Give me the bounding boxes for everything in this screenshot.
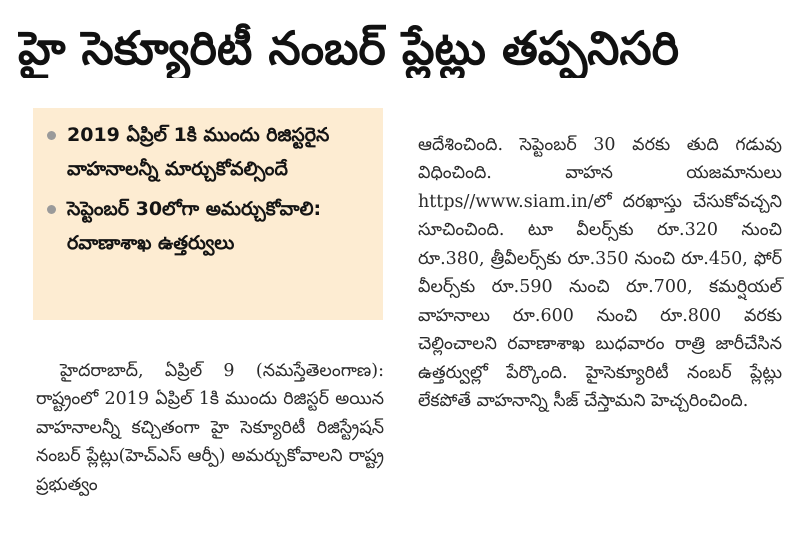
headline: హై సెక్యూరిటీ నంబర్ ప్లేట్లు తప్పనిసరి bbox=[18, 21, 680, 75]
bullet-icon bbox=[47, 205, 56, 214]
highlight-text: సెప్టెంబర్ 30లోగా అమర్చుకోవాలి: రవాణాశాఖ ఉత్తర్వులు bbox=[67, 198, 322, 254]
highlight-text: 2019 ఏప్రిల్ 1కి ముందు రిజిస్టరైన వాహనాలన్నీ మార్చుకోవల్సిందే bbox=[67, 124, 330, 180]
highlight-item bbox=[47, 192, 375, 260]
highlights-box bbox=[33, 108, 383, 320]
bullet-icon bbox=[47, 131, 56, 140]
article-body-right: ఆదేశించింది. సెప్టెంబర్ 30 వరకు తుది గడువు విధించింది. వాహన యజమానులు https//www.siam.in/లో దరఖాస్తు చేసుకోవచ్చని సూచించింది. టూ వీలర్స్‌కు రూ.320 నుంచి రూ.380, త్రీవీలర్స్‌కు రూ.350 నుంచి రూ.450, ఫోర్ వీలర్స్‌కు రూ.590 నుంచి రూ.700, కమర్షియల్ వాహనాలు రూ.600 నుంచి రూ.800 వరకు చెల్లించాలని రవాణాశాఖ బుధవారం రాత్రి జారీచేసిన ఉత్తర్వుల్లో పేర్కొంది. హైసెక్యూరిటీ నంబర్ ప్లేట్లు లేకపోతే వాహనాన్ని సీజ్ చేస్తామని హెచ్చరించింది. bbox=[418, 134, 782, 411]
highlight-item bbox=[47, 118, 375, 186]
article-body-left: హైదరాబాద్, ఏప్రిల్ 9 (నమస్తేతెలంగాణ): రాష్ట్రంలో 2019 ఏప్రిల్ 1కి ముందు రిజిస్టర్ అయిన వాహనాలన్నీ కచ్చితంగా హై సెక్యూరిటీ రిజిస్ట్రేషన్ నంబర్ ప్లేట్లు(హెచ్ఎస్ ఆర్పీ) అమర్చుకోవాలని రాష్ట్ర ప్రభుత్వం bbox=[36, 360, 384, 495]
